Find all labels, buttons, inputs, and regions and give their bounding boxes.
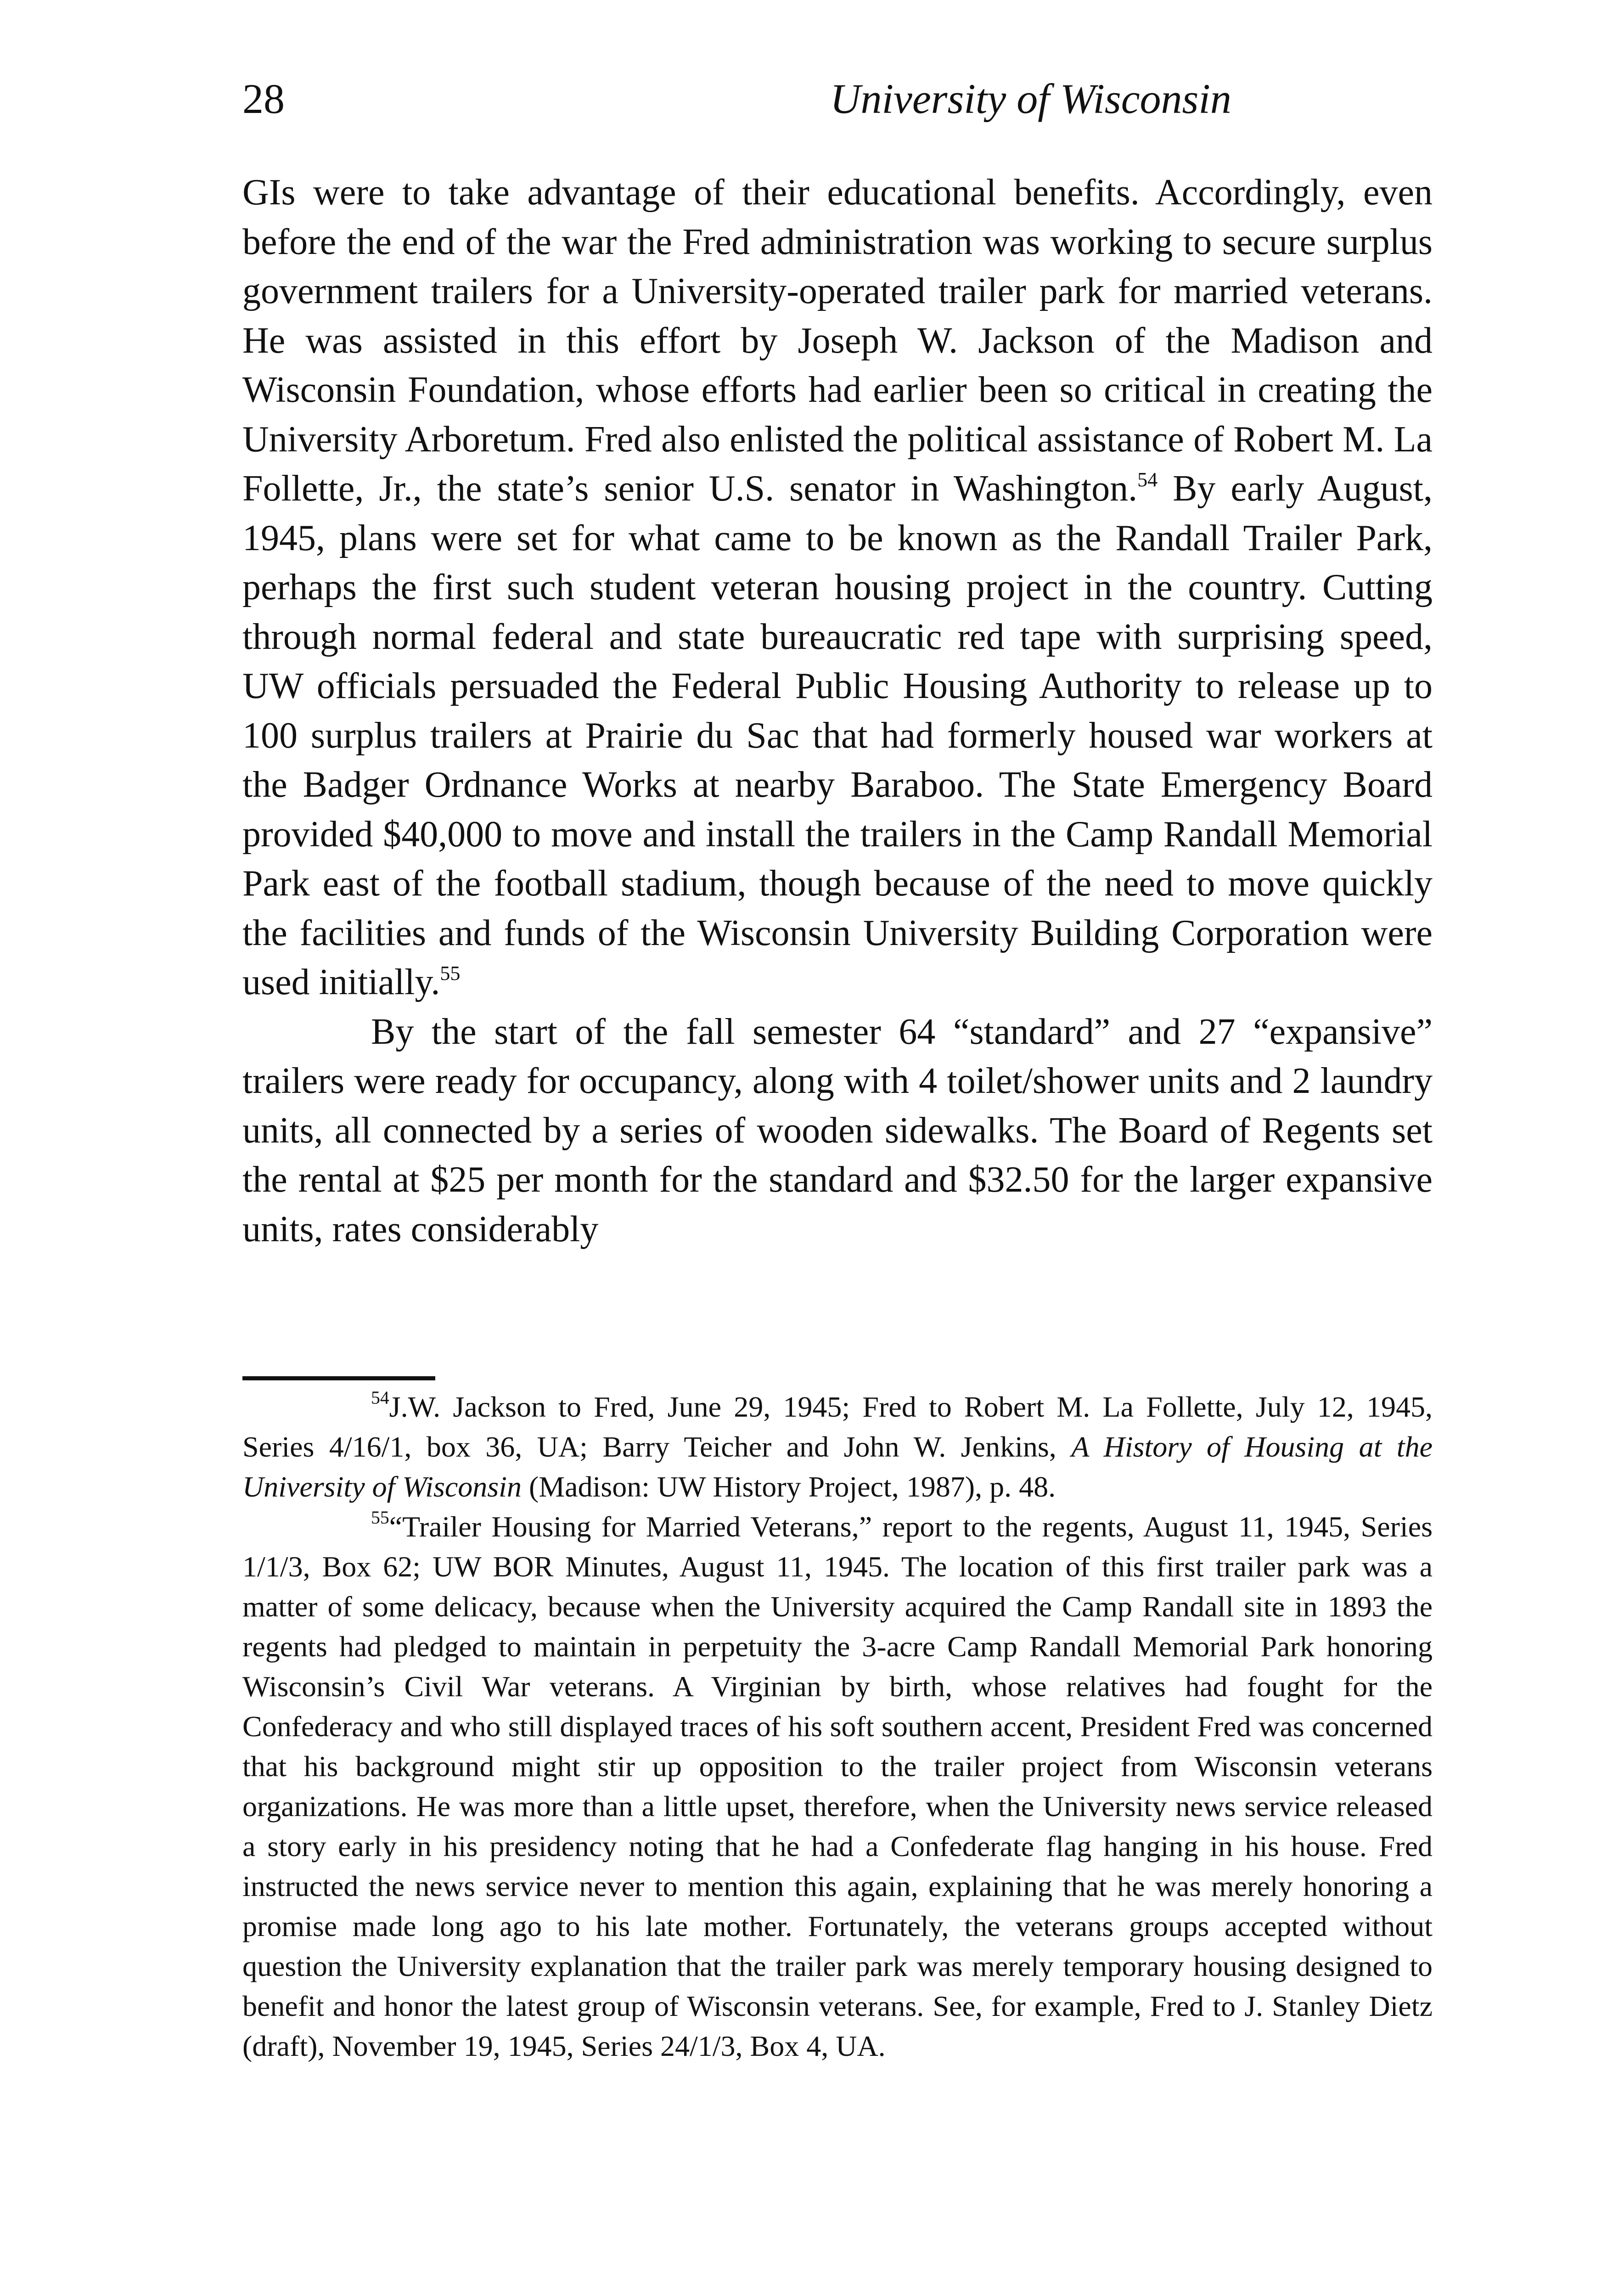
footnote-55 xyxy=(242,1507,1433,2066)
footnote-55-marker: 55 xyxy=(371,1508,389,1528)
paragraph-1-text-b: By early August, 1945, plans were set for what came to be known as the Randall Trailer Park, perhaps the first such student veteran housing project in the country. Cutting through normal federal and state bureaucratic red tape with surprising speed, UW officials persuaded the Federal Public Housing Authority to release up to 100 surplus trailers at Prairie du Sac that had formerly housed war workers at the Badger Ordnance Works at nearby Baraboo. The State Emergency Board provided $40,000 to move and install the trailers in the Camp Randall Memorial Park east of the football stadium, though because of the need to move quickly the facilities and funds of the Wisconsin University Building Corporation were used initially. xyxy=(242,468,1433,1002)
footnote-ref-55: 55 xyxy=(440,962,461,985)
page-number: 28 xyxy=(242,75,285,122)
footnote-divider xyxy=(242,1376,435,1380)
footnote-55-text: “Trailer Housing for Married Veterans,” report to the regents, August 11, 1945, Series 1/1/3, Box 62; UW BOR Minutes, August 11, 1945. The location of this first trailer park was a matter of some delicacy, because when the University acquired the Camp Randall site in 1893 the regents had pledged to maintain in perpetuity the 3-acre Camp Randall Memorial Park honoring Wisconsin’s Civil War veterans. A Virginian by birth, whose relatives had fought for the Confederacy and who still displayed traces of his soft southern accent, President Fred was concerned that his background might stir up opposition to the trailer project from Wisconsin veterans organizations. He was more than a little upset, therefore, when the University news service released a story early in his presidency noting that he had a Confederate flag hanging in his house. Fred instructed the news service never to mention this again, explaining that he was merely honoring a promise made long ago to his late mother. Fortunately, the veterans groups accepted without question the University explanation that the trailer park was merely temporary housing designed to benefit and honor the latest group of Wisconsin veterans. See, for example, Fred to J. Stanley Dietz (draft), November 19, 1945, Series 24/1/3, Box 4, UA. xyxy=(242,1510,1433,2062)
footnote-54 xyxy=(242,1387,1433,1507)
footnotes xyxy=(242,1387,1433,2066)
running-head: University of Wisconsin xyxy=(830,75,1231,122)
footnote-54-text-b: (Madison: UW History Project, 1987), p. 48. xyxy=(521,1470,1056,1503)
paragraph-2: By the start of the fall semester 64 “standard” and 27 “expansive” trailers were ready for occupancy, along with 4 toilet/shower units and 2 laundry units, all connected by a series of wooden sidewalks. The Board of Regents set the rental at $25 per month for the standard and $32.50 for the larger expansive units, rates considerably xyxy=(242,1011,1433,1249)
footnote-ref-54: 54 xyxy=(1137,468,1158,491)
paragraph-1-text-a: GIs were to take advantage of their educational benefits. Accordingly, even before the end of the war the Fred administration was working to secure surplus government trailers for a University-operated trailer park for married veterans. He was assisted in this effort by Joseph W. Jackson of the Madison and Wisconsin Foundation, whose efforts had earlier been so critical in creating the University Arboretum. Fred also enlisted the political assistance of Robert M. La Follette, Jr., the state’s senior U.S. senator in Washington. xyxy=(242,172,1433,509)
page-header xyxy=(242,64,1427,133)
footnote-54-book-title: A History of Housing at the University of Wisconsin xyxy=(242,1430,1433,1503)
paragraph-1 xyxy=(242,168,1433,1007)
main-text xyxy=(242,168,1433,1254)
footnote-54-text-a: J.W. Jackson to Fred, June 29, 1945; Fred to Robert M. La Follette, July 12, 1945, Series 4/16/1, box 36, UA; Barry Teicher and John W. Jenkins, xyxy=(242,1390,1433,1463)
footnote-54-marker: 54 xyxy=(371,1388,389,1408)
